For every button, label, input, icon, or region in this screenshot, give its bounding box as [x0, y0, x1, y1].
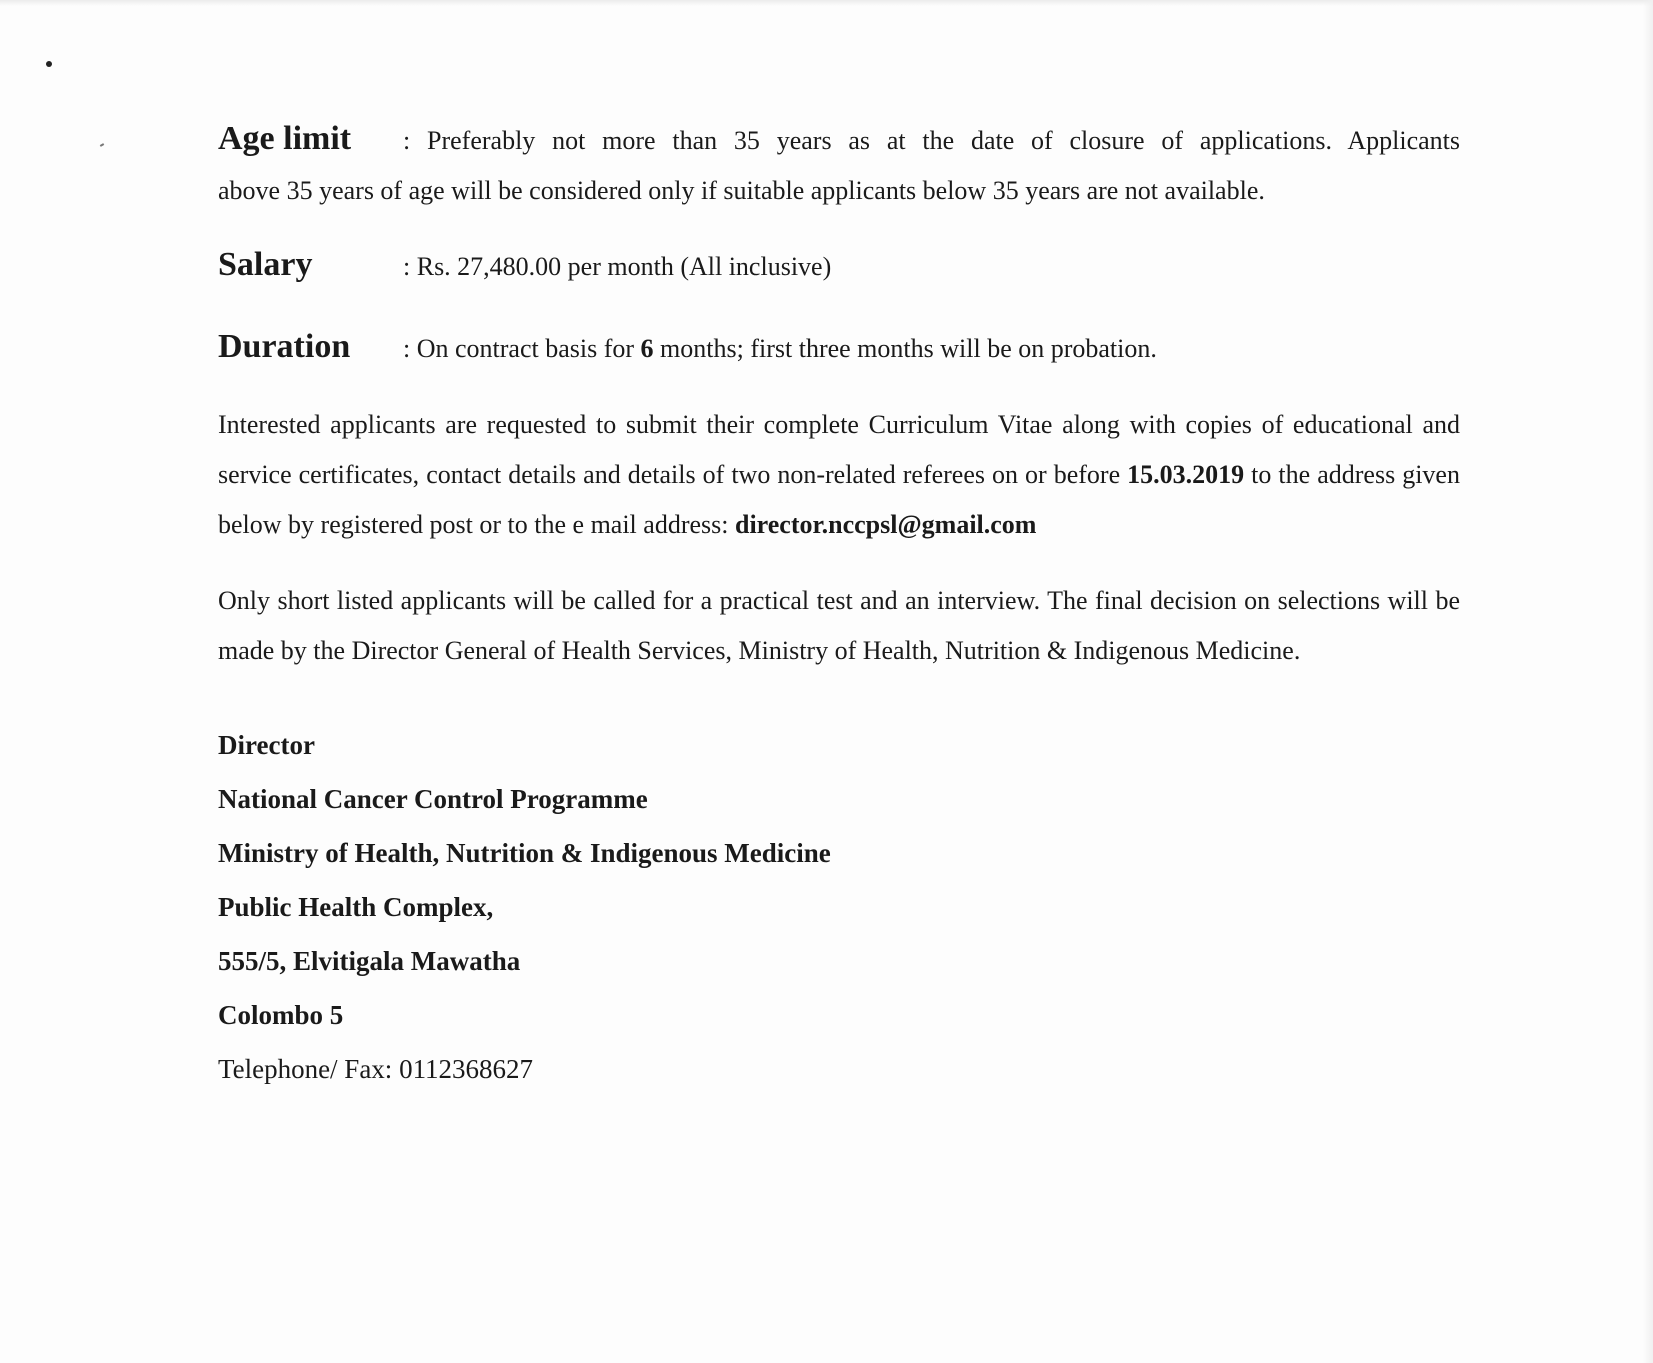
- application-text-middle: to the address given below by registered post or to the e mail address:: [218, 460, 1460, 539]
- duration-label: Duration: [218, 328, 351, 365]
- age-limit-value-line1: : Preferably not more than 35 years as at the date of closure of applications. Applicants: [403, 126, 1460, 155]
- scan-edge-top: [0, 0, 1653, 6]
- salary-row: [218, 246, 1460, 284]
- age-limit-label: Age limit: [218, 120, 352, 157]
- address-line-building: Public Health Complex,: [218, 892, 494, 922]
- duration-value-prefix: : On contract basis for: [403, 334, 641, 363]
- age-limit-value-line2: above 35 years of age will be considered only if suitable applicants below 35 years are not available.: [218, 176, 1265, 205]
- document-body: [218, 120, 1460, 1096]
- application-text-before: Interested applicants are requested to submit their complete Curriculum Vitae along with copies of educational and service certificates, contact details and details of two non-related referees on or before: [218, 410, 1460, 489]
- age-limit-row: [218, 120, 1460, 158]
- address-line-organization: National Cancer Control Programme: [218, 784, 648, 814]
- application-email: director.nccpsl@gmail.com: [734, 510, 1037, 539]
- application-deadline: 15.03.2019: [1127, 460, 1245, 489]
- address-line-ministry: Ministry of Health, Nutrition & Indigenous Medicine: [218, 838, 831, 868]
- address-phone: Telephone/ Fax: 0112368627: [218, 1054, 534, 1084]
- scan-speck: [100, 143, 104, 147]
- address-block: [218, 718, 1460, 1096]
- salary-label: Salary: [218, 246, 313, 283]
- address-line-street: 555/5, Elvitigala Mawatha: [218, 946, 521, 976]
- salary-value: : Rs. 27,480.00 per month (All inclusive): [403, 252, 832, 281]
- address-line-city: Colombo 5: [218, 1000, 344, 1030]
- duration-row: [218, 328, 1460, 366]
- scan-edge-right: [1643, 0, 1653, 1363]
- bullet-mark: [46, 61, 52, 67]
- duration-value: [403, 334, 1460, 364]
- age-limit-section: [218, 120, 1460, 206]
- duration-value-suffix: months; first three months will be on probation.: [653, 334, 1157, 363]
- selection-paragraph: Only short listed applicants will be called for a practical test and an interview. The final decision on selections will be made by the Director General of Health Services, Ministry of Health, Nutrition & Indigenous Medicine.: [218, 586, 1460, 665]
- address-line-title: Director: [218, 730, 315, 760]
- application-paragraph: [218, 400, 1460, 550]
- duration-months: 6: [640, 334, 654, 363]
